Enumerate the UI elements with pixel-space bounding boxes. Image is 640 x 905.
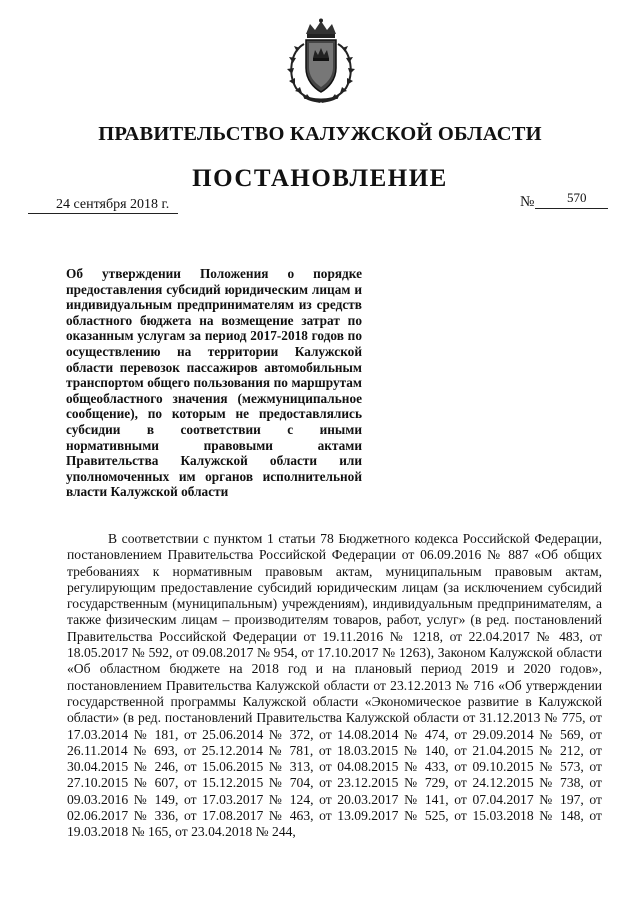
number-label: № — [520, 194, 535, 210]
document-number: 570 — [567, 190, 587, 205]
date-underline — [28, 213, 178, 214]
government-title: ПРАВИТЕЛЬСТВО КАЛУЖСКОЙ ОБЛАСТИ — [98, 123, 542, 145]
document-subject: Об утверждении Положения о порядке предоставления субсидий юридическим лицам и индивидуальным предпринимателям из средств областного бюджета на возмещение затрат по оказанным услугам за период 2017-2018 годов по осуществлению на территории Калужской области перевозок пассажиров автомобильным транспортом общего пользования по маршрутам общеобластного значения (межмуниципальное сообщение), по которым не предоставлялись субсидии в соответствии с иными нормативными правовыми актами Правительства Калужской области или уполномоченных им органов исполнительной власти Калужской области — [66, 266, 362, 500]
body-paragraph: В соответствии с пунктом 1 статьи 78 Бюджетного кодекса Российской Федерации, постановлением Правительства Российской Федерации от 06.09.2016 № 887 «Об общих требованиях к нормативным правовым актам, муниципальным правовым актам, регулирующим предоставление субсидий юридическим лицам (за исключением субсидий государственным (муниципальным) учреждениям), индивидуальным предпринимателям, а также физическим лицам – производителям товаров, работ, услуг» (в ред. постановлений Правительства Российской Федерации от 19.11.2016 № 1218, от 22.04.2017 № 483, от 18.05.2017 № 592, от 09.08.2017 № 954, от 17.10.2017 № 1263), Законом Калужской области «Об областном бюджете на 2018 год и на плановый период 2019 и 2020 годов», постановлением Правительства Калужской области от 23.12.2013 № 716 «Об утверждении государственной программы Калужской области «Экономическое развитие в Калужской области» (в ред. постановлений Правительства Калужской области от 31.12.2013 № 775, от 17.03.2014 № 181, от 25.06.2014 № 372, от 14.08.2014 № 474, от 29.09.2014 № 569, от 26.11.2014 № 693, от 25.12.2014 № 781, от 18.03.2015 № 140, от 21.04.2015 № 212, от 30.04.2015 № 246, от 15.06.2015 № 313, от 04.08.2015 № 433, от 09.10.2015 № 573, от 27.10.2015 № 607, от 15.12.2015 № 704, от 23.12.2015 № 729, от 24.12.2015 № 738, от 09.03.2016 № 149, от 17.03.2017 № 124, от 20.03.2017 № 141, от 07.04.2017 № 197, от 02.06.2017 № 336, от 17.08.2017 № 463, от 13.09.2017 № 525, от 15.03.2018 № 148, от 19.03.2018 № 165, от 23.04.2018 № 244, — [67, 531, 602, 840]
document-date: 24 сентября 2018 г. — [56, 197, 170, 212]
number-underline — [535, 208, 608, 209]
coat-of-arms-emblem — [282, 18, 360, 104]
coat-of-arms-icon — [282, 18, 360, 104]
document-type-heading: ПОСТАНОВЛЕНИЕ — [192, 165, 448, 192]
